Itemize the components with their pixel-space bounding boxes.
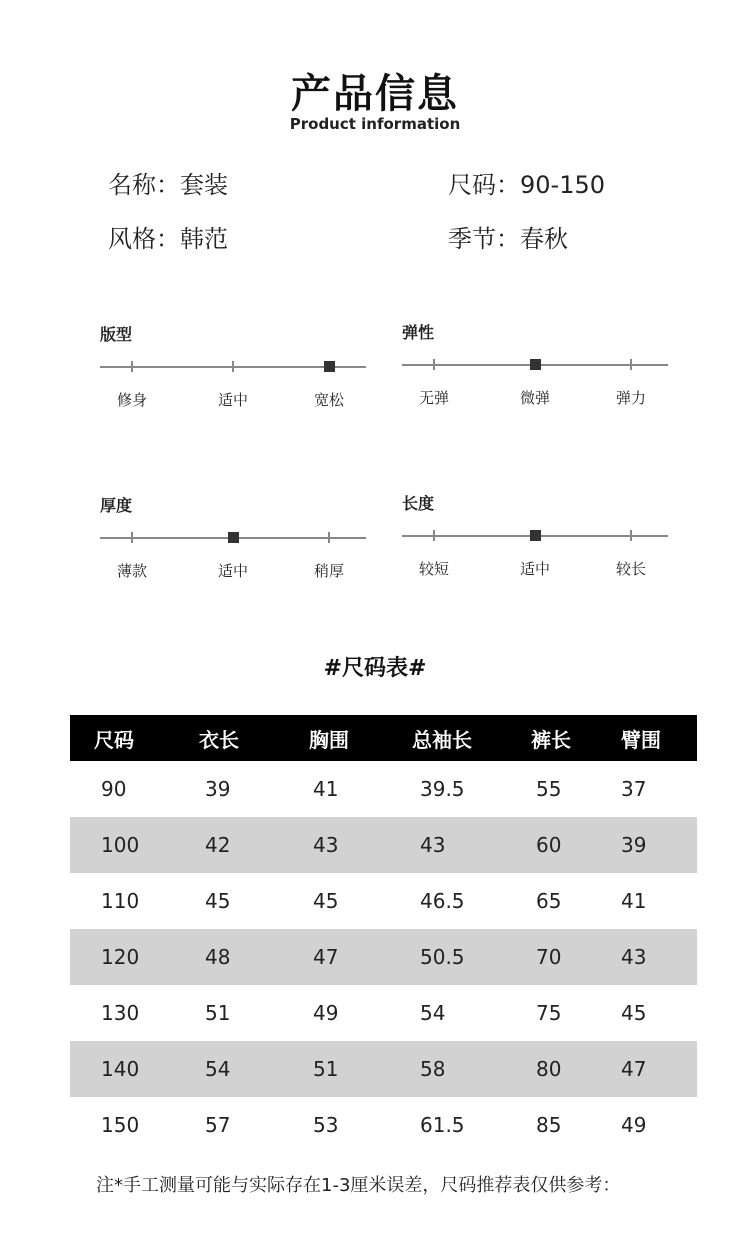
table-cell: 53 — [313, 1113, 339, 1137]
table-cell: 47 — [313, 945, 339, 969]
measurement-note: 注*手工测量可能与实际存在1-3厘米误差，尺码推荐表仅供参考： — [96, 1175, 621, 1196]
info-name — [108, 165, 228, 200]
table-cell: 45 — [621, 1001, 647, 1025]
scale-option-label: 适中 — [217, 562, 248, 580]
scale-elasticity — [402, 320, 668, 420]
scale-option-label: 薄款 — [116, 562, 147, 580]
scale-tick — [433, 359, 435, 370]
scale-tick — [630, 530, 632, 541]
table-cell: 46.5 — [420, 889, 465, 913]
column-header: 尺码 — [94, 727, 134, 752]
column-header: 胸围 — [309, 727, 349, 752]
info-name-value: 套装 — [180, 171, 228, 199]
scale-option-label: 较长 — [615, 560, 646, 578]
table-cell: 49 — [313, 1001, 339, 1025]
size-table — [70, 715, 697, 1153]
table-cell: 39.5 — [420, 777, 465, 801]
table-cell: 41 — [313, 777, 339, 801]
table-cell: 42 — [205, 833, 231, 857]
scale-option-label: 无弹 — [418, 389, 449, 407]
scale-length — [402, 491, 668, 591]
table-cell: 61.5 — [420, 1113, 465, 1137]
table-row — [70, 929, 697, 985]
size-table-header — [70, 715, 697, 761]
column-header: 裤长 — [531, 727, 571, 752]
info-style-value: 韩范 — [180, 225, 228, 253]
info-size-value: 90-150 — [520, 171, 606, 199]
table-cell: 80 — [536, 1057, 562, 1081]
scale-selected-marker — [530, 359, 541, 370]
scale-label: 弹性 — [402, 323, 435, 342]
table-cell: 45 — [313, 889, 339, 913]
scale-thickness — [100, 493, 366, 593]
table-cell: 54 — [205, 1057, 231, 1081]
scale-fit — [100, 322, 366, 422]
table-cell: 85 — [536, 1113, 562, 1137]
table-cell: 140 — [101, 1057, 140, 1081]
scale-label: 长度 — [402, 494, 435, 513]
size-table-title: #尺码表# — [323, 656, 427, 681]
info-season-key: 季节： — [448, 225, 520, 253]
table-cell: 75 — [536, 1001, 562, 1025]
scale-label: 版型 — [100, 325, 133, 344]
table-cell: 37 — [621, 777, 647, 801]
scale-option-label: 适中 — [217, 391, 248, 409]
info-season — [448, 219, 568, 254]
column-header: 衣长 — [199, 727, 239, 752]
table-cell: 50.5 — [420, 945, 465, 969]
info-size — [448, 165, 605, 200]
table-row — [70, 1041, 697, 1097]
table-cell: 130 — [101, 1001, 140, 1025]
scale-selected-marker — [228, 532, 239, 543]
scale-option-label: 较短 — [418, 560, 449, 578]
scale-option-label: 稍厚 — [313, 562, 344, 580]
table-cell: 90 — [101, 777, 127, 801]
table-cell: 41 — [621, 889, 647, 913]
table-cell: 48 — [205, 945, 231, 969]
size-table-body — [70, 761, 697, 1153]
table-cell: 54 — [420, 1001, 446, 1025]
scale-option-label: 宽松 — [313, 391, 344, 409]
scale-option-label: 弹力 — [615, 389, 646, 407]
table-cell: 45 — [205, 889, 231, 913]
page-subtitle: Product information — [289, 115, 461, 133]
info-season-value: 春秋 — [520, 225, 568, 253]
scale-tick — [232, 361, 234, 372]
scale-tick — [131, 361, 133, 372]
table-cell: 47 — [621, 1057, 647, 1081]
table-cell: 100 — [101, 833, 140, 857]
column-header: 臂围 — [621, 727, 661, 752]
table-cell: 51 — [205, 1001, 231, 1025]
table-cell: 120 — [101, 945, 140, 969]
scale-tick — [328, 532, 330, 543]
scale-tick — [433, 530, 435, 541]
scale-option-label: 适中 — [519, 560, 550, 578]
scale-label: 厚度 — [100, 496, 133, 515]
info-style-key: 风格： — [108, 225, 180, 253]
column-header: 总袖长 — [412, 727, 472, 752]
table-cell: 51 — [313, 1057, 339, 1081]
scale-option-label: 微弹 — [519, 389, 550, 407]
table-cell: 39 — [205, 777, 231, 801]
table-row — [70, 1097, 697, 1153]
table-cell: 65 — [536, 889, 562, 913]
info-size-key: 尺码： — [448, 171, 520, 199]
table-cell: 70 — [536, 945, 562, 969]
table-row — [70, 873, 697, 929]
table-cell: 57 — [205, 1113, 231, 1137]
table-row — [70, 817, 697, 873]
table-cell: 110 — [101, 889, 140, 913]
page-title: 产品信息 — [291, 71, 459, 117]
table-cell: 39 — [621, 833, 647, 857]
info-name-key: 名称： — [108, 171, 180, 199]
table-cell: 58 — [420, 1057, 446, 1081]
table-row — [70, 761, 697, 817]
table-cell: 43 — [621, 945, 647, 969]
table-cell: 150 — [101, 1113, 140, 1137]
info-style — [108, 219, 228, 254]
scale-tick — [630, 359, 632, 370]
scale-tick — [131, 532, 133, 543]
table-cell: 49 — [621, 1113, 647, 1137]
scale-selected-marker — [324, 361, 335, 372]
table-cell: 43 — [420, 833, 446, 857]
table-row — [70, 985, 697, 1041]
table-cell: 55 — [536, 777, 562, 801]
scale-selected-marker — [530, 530, 541, 541]
table-cell: 43 — [313, 833, 339, 857]
table-cell: 60 — [536, 833, 562, 857]
scale-option-label: 修身 — [116, 391, 147, 409]
